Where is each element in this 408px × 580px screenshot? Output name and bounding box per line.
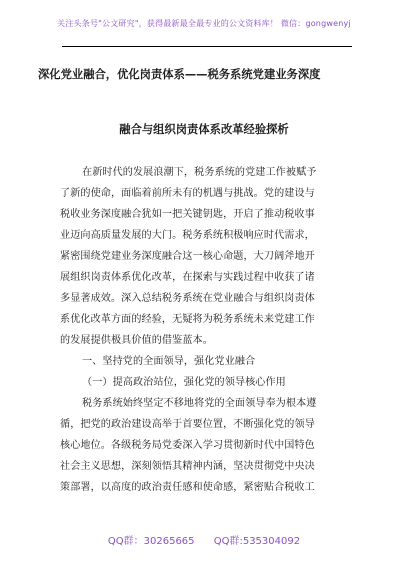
document-title-line2: 融合与组织岗责体系改革经验探析 [119, 123, 289, 136]
document-body [60, 162, 358, 498]
body-line: 展组织岗责体系优化改革，在探索与实践过程中收获了诸 [60, 272, 315, 283]
body-line: 一、坚持党的全面领导，强化党业融合 [82, 356, 256, 367]
page-footer [0, 532, 408, 547]
body-line: 核心地位。各级税务局党委深入学习贯彻新时代中国特色 [60, 440, 315, 451]
body-line: 社会主义思想，深刻领悟其精神内涵，坚决贯彻党中央决 [60, 461, 315, 472]
footer-qq-group-2: QQ群:535304092 [213, 536, 301, 547]
header-divider [62, 46, 352, 47]
body-line: 了新的使命，面临着前所未有的机遇与挑战。党的建设与 [60, 188, 315, 199]
body-line: 循，把党的政治建设高举于首要位置，不断强化党的领导 [60, 419, 315, 430]
footer-qq-group-1: QQ群：30265665 [107, 536, 195, 547]
body-line: 业迈向高质量发展的大门。税务系统积极响应时代需求， [60, 230, 315, 241]
body-line: 紧密围绕党建业务深度融合这一核心命题，大刀阔斧地开 [60, 251, 315, 262]
document-title-line1: 深化党业融合，优化岗责体系——税务系统党建业务深度 [38, 68, 321, 81]
body-line: 的发展提供极具价值的借鉴蓝本。 [60, 335, 213, 346]
page-header-ad: 关注头条号"公文研究"，获得最新最全最专业的公文资料库！ 微信：gongwenyj [57, 19, 351, 28]
body-line: 多显著成效。深入总结税务系统在党业融合与组织岗责体 [60, 293, 315, 304]
body-line: 税务系统始终坚定不移地将党的全面领导奉为根本遵 [82, 398, 317, 409]
body-line: 策部署，以高度的政治责任感和使命感，紧密贴合税收工 [60, 482, 315, 493]
body-line: 税收业务深度融合犹如一把关键钥匙，开启了推动税收事 [60, 209, 315, 220]
body-line: 系优化改革方面的经验，无疑将为税务系统未来党建工作 [60, 314, 315, 325]
body-line: 在新时代的发展浪潮下，税务系统的党建工作被赋予 [82, 167, 317, 178]
body-line: （一）提高政治站位，强化党的领导核心作用 [82, 377, 286, 388]
